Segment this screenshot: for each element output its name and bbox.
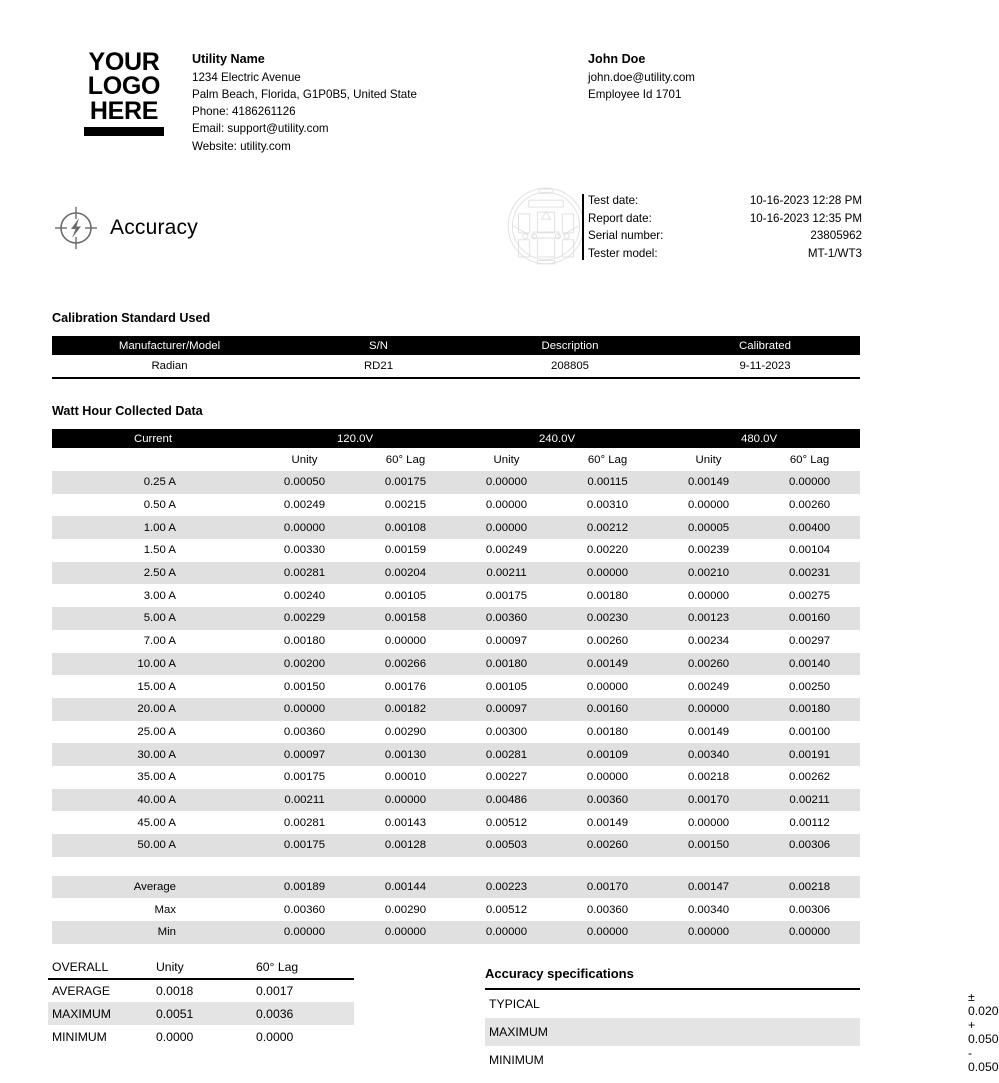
cell-value: 0.00310	[586, 499, 629, 512]
info-key: Tester model:	[588, 246, 658, 260]
cell-value: 0.00180	[456, 653, 557, 676]
cell-value: 0.00175	[355, 471, 456, 494]
cell-value: 0.00000	[586, 771, 629, 784]
overall-header-row	[48, 956, 354, 979]
table-row	[52, 789, 860, 812]
cell-value: 0.00149	[557, 653, 658, 676]
summary-value: 0.00000	[254, 921, 355, 944]
summary-value: 0.00000	[456, 921, 557, 944]
cell-sn: RD21	[287, 355, 470, 378]
cell-value: 0.00000	[687, 816, 730, 829]
cell-calibrated: 9-11-2023	[670, 355, 860, 378]
cell-value: 0.00200	[254, 653, 355, 676]
cell-value: 0.00180	[586, 725, 629, 738]
cell-value: 0.00000	[384, 635, 427, 648]
overall-unity-value: 0.0000	[156, 1029, 194, 1044]
cell-value: 0.00229	[254, 607, 355, 630]
cell-value: 0.00000	[456, 471, 557, 494]
cell-value: 0.00149	[658, 471, 759, 494]
cell-value: 0.00218	[687, 771, 730, 784]
cell-value: 0.00115	[557, 471, 658, 494]
overall-row-minimum	[48, 1025, 354, 1048]
column-header-voltage-240: 240.0V	[456, 429, 658, 448]
cell-value: 0.00360	[456, 607, 557, 630]
cell-value: 0.00149	[687, 725, 730, 738]
cell-value: 0.00175	[283, 771, 326, 784]
table-row	[52, 471, 860, 494]
watt-hour-collected-data-table	[52, 429, 860, 944]
summary-value: 0.00000	[557, 921, 658, 944]
cell-value: 0.00100	[788, 725, 831, 738]
cell-value: 0.00503	[456, 834, 557, 857]
table-row	[52, 766, 860, 789]
column-header-voltage-120: 120.0V	[254, 429, 456, 448]
cell-value: 0.00191	[759, 743, 860, 766]
summary-row-min	[52, 921, 860, 944]
cell-value: 0.00000	[355, 789, 456, 812]
cell-value: 0.00050	[254, 471, 355, 494]
summary-value: 0.00000	[658, 921, 759, 944]
cell-value: 0.00290	[384, 725, 427, 738]
summary-label: Max	[154, 903, 176, 916]
cell-current: 5.00 A	[52, 607, 254, 630]
column-header-description: Description	[470, 336, 670, 355]
table-row	[52, 494, 860, 517]
cell-value: 0.00210	[658, 562, 759, 585]
cell-value: 0.00260	[788, 499, 831, 512]
cell-value: 0.00360	[283, 725, 326, 738]
table-row	[52, 743, 860, 766]
watt-hour-section-heading: Watt Hour Collected Data	[52, 404, 203, 418]
cell-value: 0.00160	[557, 698, 658, 721]
table-row	[52, 834, 860, 857]
test-type-title: Accuracy	[110, 216, 198, 239]
cell-current: 2.50 A	[52, 562, 254, 585]
cell-value: 0.00249	[485, 544, 528, 557]
column-header-current: Current	[52, 429, 254, 448]
cell-value: 0.00212	[557, 516, 658, 539]
table-row	[52, 516, 860, 539]
cell-value: 0.00211	[254, 789, 355, 812]
summary-row-average	[52, 876, 860, 899]
overall-row-average	[48, 979, 354, 1002]
summary-value: 0.00512	[485, 903, 528, 916]
summary-label: Min	[52, 921, 254, 944]
table-header-row	[52, 336, 860, 355]
report-header	[0, 44, 912, 164]
cell-value: 0.00000	[658, 698, 759, 721]
calibration-standard-table	[52, 336, 860, 379]
cell-value: 0.00234	[687, 635, 730, 648]
cell-value: 0.00182	[355, 698, 456, 721]
cell-value: 0.00000	[687, 589, 730, 602]
logo-line-2: LOGO	[87, 72, 161, 101]
cell-description: 208805	[470, 355, 670, 378]
cell-current: 50.00 A	[52, 834, 254, 857]
cell-value: 0.00130	[355, 743, 456, 766]
cell-value: 0.00266	[355, 653, 456, 676]
cell-value: 0.00128	[355, 834, 456, 857]
cell-value: 0.00249	[283, 499, 326, 512]
cell-current: 7.00 A	[143, 635, 176, 648]
cell-value: 0.00175	[485, 589, 528, 602]
logo-line-1: YOUR	[88, 48, 160, 76]
company-logo	[84, 50, 164, 136]
cell-value: 0.00249	[687, 680, 730, 693]
technician-employee-id: Employee Id 1701	[588, 88, 682, 102]
cell-value: 0.00104	[788, 544, 831, 557]
table-row	[52, 675, 860, 698]
cell-current: 0.25 A	[52, 471, 254, 494]
subheader-240-unity: Unity	[493, 453, 520, 466]
cell-value: 0.00175	[254, 834, 355, 857]
cell-value: 0.00158	[355, 607, 456, 630]
cell-current: 20.00 A	[52, 698, 254, 721]
cell-value: 0.00204	[355, 562, 456, 585]
calibration-section-heading: Calibration Standard Used	[52, 311, 211, 325]
organization-email: Email: support@utility.com	[192, 122, 329, 136]
table-row	[52, 562, 860, 585]
cell-current: 25.00 A	[137, 725, 176, 738]
cell-value: 0.00220	[586, 544, 629, 557]
cell-value: 0.00262	[788, 771, 831, 784]
summary-value: 0.00306	[788, 903, 831, 916]
info-row-serial-number	[588, 227, 862, 245]
cell-value: 0.00340	[658, 743, 759, 766]
subheader-blank	[52, 448, 254, 471]
cell-value: 0.00000	[456, 516, 557, 539]
technician-name: John Doe	[588, 52, 646, 66]
cell-value: 0.00180	[283, 635, 326, 648]
cell-value: 0.00486	[456, 789, 557, 812]
cell-value: 0.00260	[557, 834, 658, 857]
cell-value: 0.00281	[456, 743, 557, 766]
accuracy-crosshair-bolt-icon	[52, 204, 100, 252]
cell-value: 0.00097	[254, 743, 355, 766]
summary-row-max	[52, 898, 860, 921]
cell-value: 0.00149	[586, 816, 629, 829]
summary-value: 0.00340	[687, 903, 730, 916]
cell-current: 30.00 A	[52, 743, 254, 766]
spec-label: MINIMUM	[489, 1053, 544, 1067]
cell-value: 0.00512	[485, 816, 528, 829]
cell-value: 0.00000	[759, 471, 860, 494]
cell-value: 0.00105	[485, 680, 528, 693]
cell-value: 0.00281	[254, 562, 355, 585]
spec-label: MAXIMUM	[485, 1018, 860, 1046]
overall-unity-value: 0.0051	[152, 1002, 252, 1025]
summary-value: 0.00189	[254, 876, 355, 899]
info-key: Test date:	[588, 194, 639, 207]
cell-value: 0.00097	[456, 698, 557, 721]
cell-value: 0.00150	[658, 834, 759, 857]
info-value: 10-16-2023 12:35 PM	[749, 211, 862, 225]
spec-label: TYPICAL	[489, 997, 540, 1011]
cell-manufacturer: Radian	[52, 355, 287, 378]
cell-current: 1.50 A	[143, 544, 176, 557]
subheader-row	[52, 448, 860, 471]
cell-value: 0.00170	[658, 789, 759, 812]
spec-row-minimum: MINIMUM - 0.050	[485, 1046, 860, 1074]
cell-value: 0.00360	[557, 789, 658, 812]
cell-value: 0.00211	[456, 562, 557, 585]
organization-website: Website: utility.com	[192, 139, 291, 153]
table-row	[52, 811, 860, 834]
cell-value: 0.00180	[759, 698, 860, 721]
cell-value: 0.00150	[283, 680, 326, 693]
overall-lag-value: 0.0036	[252, 1002, 354, 1025]
cell-value: 0.00275	[788, 589, 831, 602]
cell-value: 0.00123	[658, 607, 759, 630]
subheader-480-lag: 60° Lag	[789, 453, 830, 466]
overall-unity-value: 0.0018	[156, 984, 194, 998]
summary-value: 0.00223	[456, 876, 557, 899]
summary-label: Average	[52, 876, 254, 899]
column-header-manufacturer: Manufacturer/Model	[52, 336, 287, 355]
column-header-lag: 60° Lag	[252, 956, 354, 979]
meter-socket-icon	[503, 182, 589, 270]
cell-current: 40.00 A	[52, 789, 254, 812]
organization-phone: Phone: 4186261126	[192, 105, 296, 119]
info-value: 10-16-2023 12:28 PM	[749, 194, 862, 207]
column-header-overall: OVERALL	[48, 956, 152, 979]
table-row	[52, 607, 860, 630]
test-info-block	[588, 192, 862, 262]
cell-value: 0.00400	[759, 516, 860, 539]
cell-value: 0.00281	[283, 816, 326, 829]
summary-value: 0.00170	[557, 876, 658, 899]
cell-value: 0.00000	[557, 562, 658, 585]
table-row	[52, 698, 860, 721]
column-header-sn: S/N	[287, 336, 470, 355]
summary-value: 0.00147	[658, 876, 759, 899]
table-row	[52, 653, 860, 676]
overall-lag-value: 0.0017	[256, 984, 294, 998]
technician-email: john.doe@utility.com	[588, 71, 695, 84]
cell-value: 0.00000	[687, 499, 730, 512]
cell-value: 0.00109	[557, 743, 658, 766]
accuracy-specifications-heading: Accuracy specifications	[485, 966, 634, 981]
cell-value: 0.00000	[254, 698, 355, 721]
column-header-voltage-480: 480.0V	[658, 429, 860, 448]
table-row	[52, 584, 860, 607]
info-row-tester-model	[588, 245, 862, 263]
cell-value: 0.00297	[788, 635, 831, 648]
subheader-240-lag: 60° Lag	[587, 453, 628, 466]
cell-value: 0.00159	[384, 544, 427, 557]
cell-value: 0.00010	[384, 771, 427, 784]
info-value: MT-1/WT3	[807, 246, 862, 260]
cell-value: 0.00306	[759, 834, 860, 857]
cell-current: 3.00 A	[143, 589, 176, 602]
info-key: Serial number:	[588, 229, 664, 243]
cell-current: 0.50 A	[143, 499, 176, 512]
cell-current: 35.00 A	[137, 771, 176, 784]
subheader-120-lag: 60° Lag	[385, 453, 426, 466]
cell-value: 0.00330	[283, 544, 326, 557]
table-row	[52, 721, 860, 744]
cell-value: 0.00140	[759, 653, 860, 676]
cell-current: 1.00 A	[52, 516, 254, 539]
info-value: 23805962	[810, 229, 862, 243]
info-key: Report date:	[588, 211, 652, 225]
spec-row-typical: TYPICAL ± 0.020	[485, 989, 860, 1018]
summary-value: 0.00218	[759, 876, 860, 899]
table-row	[52, 539, 860, 562]
column-header-unity: Unity	[152, 956, 252, 979]
cell-value: 0.00005	[658, 516, 759, 539]
spacer-cell	[52, 857, 860, 876]
table-row	[52, 355, 860, 378]
cell-current: 45.00 A	[137, 816, 176, 829]
cell-value: 0.00230	[557, 607, 658, 630]
subheader-480-unity: Unity	[695, 453, 722, 466]
logo-underline-bar	[84, 127, 164, 136]
organization-address-2: Palm Beach, Florida, G1P0B5, United State	[192, 88, 417, 102]
cell-value: 0.00160	[759, 607, 860, 630]
cell-value: 0.00250	[788, 680, 831, 693]
summary-value: 0.00144	[355, 876, 456, 899]
cell-value: 0.00239	[687, 544, 730, 557]
technician-block	[588, 52, 888, 103]
table-spacer-row	[52, 857, 860, 876]
cell-value: 0.00240	[283, 589, 326, 602]
cell-value: 0.00097	[485, 635, 528, 648]
cell-value: 0.00231	[759, 562, 860, 585]
info-row-test-date	[588, 192, 862, 210]
logo-line-3: HERE	[89, 96, 159, 125]
cell-value: 0.00180	[586, 589, 629, 602]
cell-value: 0.00227	[485, 771, 528, 784]
info-row-report-date	[588, 210, 862, 228]
cell-value: 0.00000	[254, 516, 355, 539]
cell-current: 15.00 A	[137, 680, 176, 693]
organization-address-1: 1234 Electric Avenue	[192, 71, 301, 84]
organization-block	[192, 52, 532, 155]
overall-label: MINIMUM	[52, 1029, 107, 1044]
cell-value: 0.00260	[658, 653, 759, 676]
summary-value: 0.00360	[586, 903, 629, 916]
cell-value: 0.00300	[485, 725, 528, 738]
cell-value: 0.00000	[485, 499, 528, 512]
organization-name: Utility Name	[192, 52, 265, 66]
summary-value: 0.00290	[384, 903, 427, 916]
subheader-120-unity: Unity	[291, 453, 318, 466]
cell-current: 10.00 A	[52, 653, 254, 676]
voltage-header-row	[52, 429, 860, 448]
summary-value: 0.00000	[759, 921, 860, 944]
spec-row-maximum: MAXIMUM + 0.050	[485, 1018, 860, 1046]
cell-value: 0.00108	[355, 516, 456, 539]
accuracy-specifications-table	[485, 988, 999, 1074]
overall-label: AVERAGE	[52, 984, 111, 998]
cell-value: 0.00105	[384, 589, 427, 602]
table-row	[52, 630, 860, 653]
summary-value: 0.00000	[355, 921, 456, 944]
cell-value: 0.00215	[384, 499, 427, 512]
cell-value: 0.00000	[586, 680, 629, 693]
overall-lag-value: 0.0000	[256, 1029, 294, 1044]
cell-value: 0.00143	[384, 816, 427, 829]
overall-summary-table	[48, 956, 354, 1048]
overall-label: MAXIMUM	[48, 1002, 152, 1025]
cell-value: 0.00176	[384, 680, 427, 693]
cell-value: 0.00260	[586, 635, 629, 648]
cell-value: 0.00112	[789, 816, 830, 829]
overall-row-maximum	[48, 1002, 354, 1025]
column-header-calibrated: Calibrated	[670, 336, 860, 355]
summary-value: 0.00360	[283, 903, 326, 916]
cell-value: 0.00211	[759, 789, 860, 812]
